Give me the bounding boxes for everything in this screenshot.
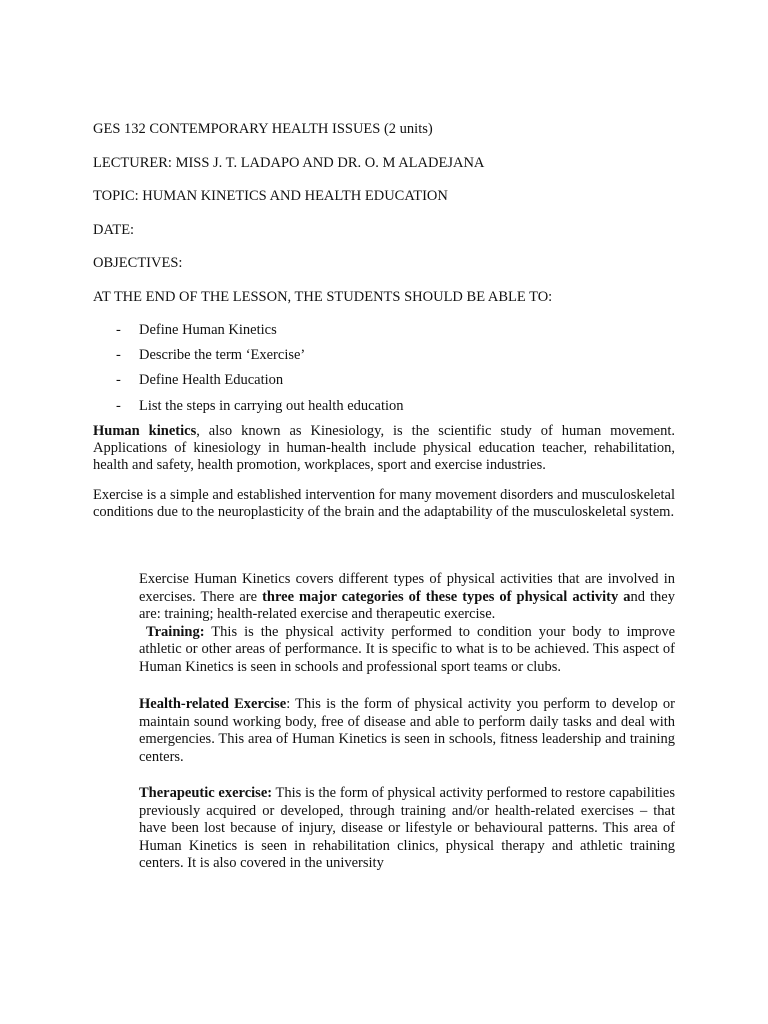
objective-text: Define Health Education (139, 372, 284, 389)
lecturer-line: LECTURER: MISS J. T. LADAPO AND DR. O. M ALADEJANA (93, 155, 485, 171)
objectives-list (116, 322, 404, 423)
paragraph-text: Exercise Human Kinetics covers different types of physical activities that are involved in exercises. There are (139, 571, 675, 605)
paragraph-text: nd they are: training; health-related exercise and therapeutic exercise. (139, 588, 675, 623)
paragraph-text: : This is the form of physical activity you perform to develop or maintain sound working body, free of disease and able to perform daily tasks and deal with emergencies. This area of Human Kinetics is seen in schools, fitness leadership and training centers. (139, 696, 675, 765)
categories-paragraph (139, 571, 675, 677)
course-title: GES 132 CONTEMPORARY HEALTH ISSUES (2 units) (93, 121, 433, 137)
categories-emphasis: three major categories of these types of physical activity a (262, 588, 631, 605)
dash-bullet: - (116, 372, 121, 389)
exercise-paragraph (93, 487, 675, 521)
topic-line: TOPIC: HUMAN KINETICS AND HEALTH EDUCATION (93, 188, 448, 204)
list-item (116, 372, 404, 397)
objective-text: Define Human Kinetics (139, 322, 277, 338)
dash-bullet: - (116, 347, 121, 364)
term-training: Training: (146, 623, 205, 640)
list-item (116, 347, 404, 372)
list-item (116, 398, 404, 423)
term-therapeutic-exercise: Therapeutic exercise: (139, 785, 273, 801)
date-line: DATE: (93, 222, 135, 238)
paragraph-text: Exercise is a simple and established intervention for many movement disorders and musculoskeletal conditions due to the neuroplasticity of the brain and the adaptability of the musculoskeletal system. (93, 487, 675, 520)
dash-bullet: - (116, 322, 121, 338)
therapeutic-paragraph (139, 785, 675, 873)
objective-text: List the steps in carrying out health education (139, 397, 404, 414)
term-health-related-exercise: Health-related Exercise (139, 696, 287, 712)
objectives-intro: AT THE END OF THE LESSON, THE STUDENTS SHOULD BE ABLE TO: (93, 289, 553, 305)
term-human-kinetics: Human kinetics (93, 423, 197, 439)
objective-text: Describe the term ‘Exercise’ (139, 347, 306, 364)
objectives-heading: OBJECTIVES: (93, 255, 183, 271)
paragraph-text: This is the physical activity performed to condition your body to improve athletic or other areas of performance. It is specific to what is to be achieved. This aspect of Human Kinetics is seen in schools and professional sport teams or clubs. (139, 623, 676, 675)
list-item (116, 322, 404, 347)
paragraph-text: , also known as Kinesiology, is the scientific study of human movement. Applications of kinesiology in human-health include physical education teacher, rehabilitation, health and safety, health promotion, workplaces, sport and exercise industries. (93, 423, 676, 473)
health-related-paragraph (139, 696, 675, 766)
human-kinetics-paragraph (93, 423, 675, 474)
dash-bullet: - (116, 397, 121, 414)
paragraph-text: This is the form of physical activity performed to restore capabilities previously acquired or developed, through training and/or health-related exercises – that have been lost because of injury, disease or lifestyle or behavioural patterns. This area of Human Kinetics is seen in rehabilitation clinics, physical therapy and athletic training centers. It is also covered in the university (139, 785, 675, 872)
